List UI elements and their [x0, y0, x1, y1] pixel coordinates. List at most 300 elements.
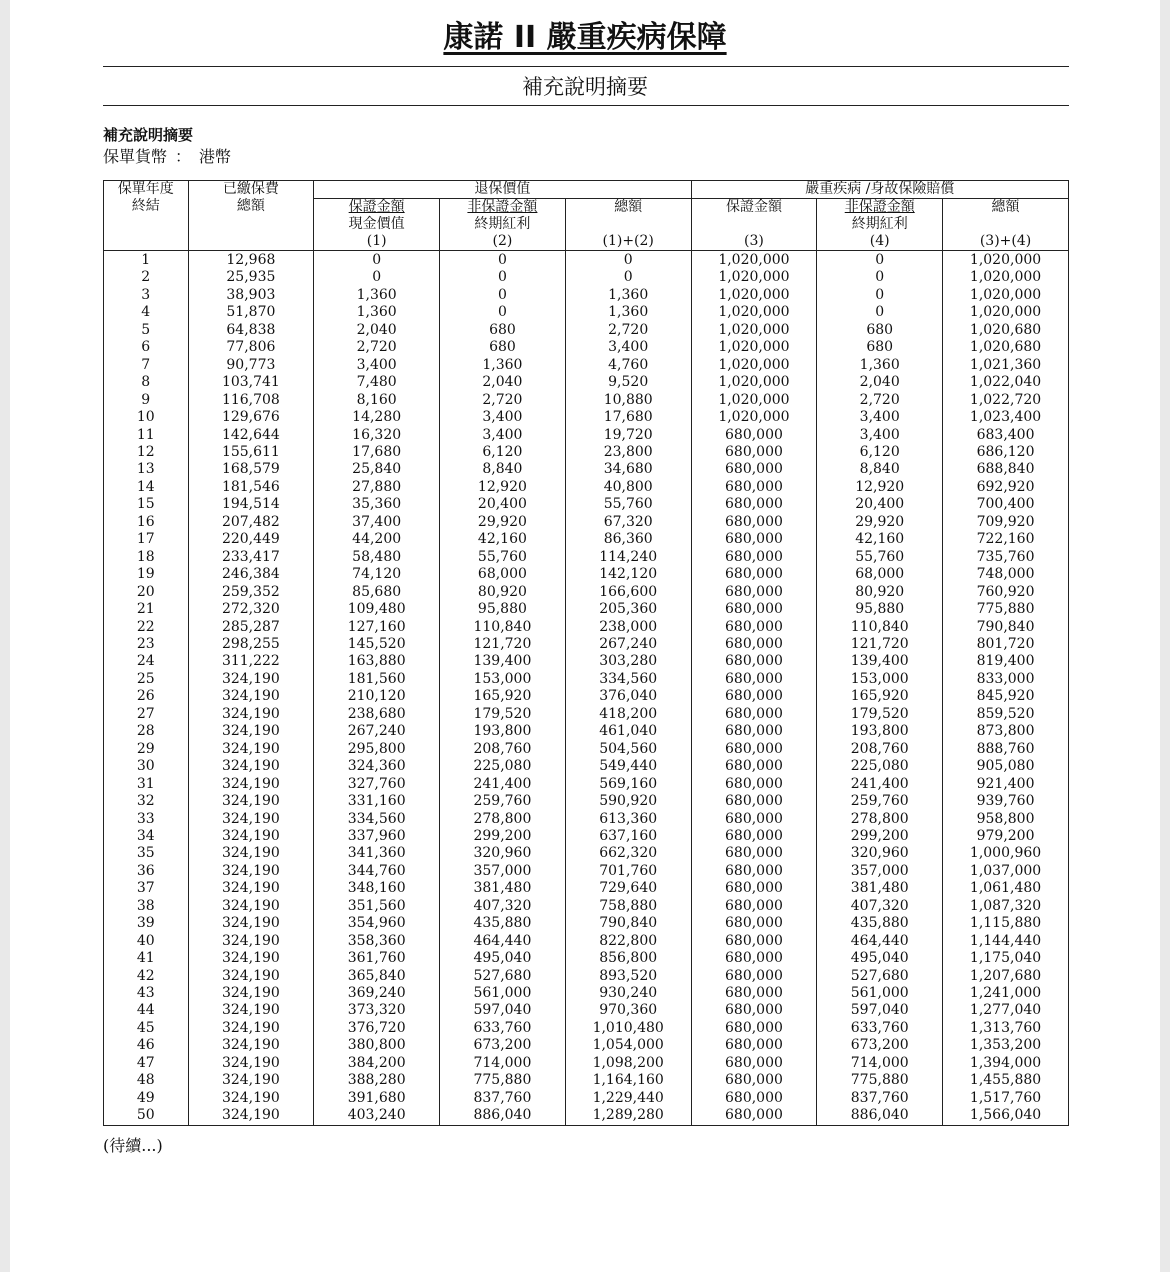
table-header [104, 181, 1069, 251]
table-cell: 142,120 [565, 566, 691, 583]
table-cell: 121,720 [440, 636, 566, 653]
table-row [104, 461, 1069, 478]
table-row [104, 828, 1069, 845]
table-cell: 495,040 [817, 950, 943, 967]
table-row [104, 706, 1069, 723]
header-death-benefit-group: 嚴重疾病 /身故保險賠償 [691, 181, 1068, 199]
table-row [104, 811, 1069, 828]
table-cell: 139,400 [440, 653, 566, 670]
table-cell: 692,920 [943, 479, 1069, 496]
table-cell: 4,760 [565, 357, 691, 374]
header-col-index-1-2: (1)+(2) [565, 233, 691, 251]
table-cell: 67,320 [565, 514, 691, 531]
table-cell: 1,021,360 [943, 357, 1069, 374]
table-cell: 4 [141, 304, 151, 321]
table-cell: 680,000 [691, 985, 817, 1002]
table-cell: 324,190 [188, 1037, 314, 1054]
table-cell: 680,000 [691, 688, 817, 705]
table-cell: 2,720 [817, 392, 943, 409]
table-cell: 819,400 [943, 653, 1069, 670]
section-heading: 補充說明摘要 [103, 126, 194, 144]
table-cell: 116,708 [188, 392, 314, 409]
table-cell: 55,760 [817, 549, 943, 566]
table-cell: 1,020,000 [691, 392, 817, 409]
table-cell: 673,200 [817, 1037, 943, 1054]
table-cell: 16 [136, 513, 155, 530]
table-cell: 272,320 [188, 601, 314, 618]
table-cell: 680,000 [691, 741, 817, 758]
header-surrender-guaranteed: 保證金額 [314, 199, 440, 217]
table-cell: 110,840 [440, 619, 566, 636]
table-row [104, 479, 1069, 496]
table-cell: 637,160 [565, 828, 691, 845]
table-cell: 1,087,320 [943, 898, 1069, 915]
table-cell: 714,000 [440, 1055, 566, 1072]
table-cell: 3,400 [314, 357, 440, 374]
table-cell: 341,360 [314, 845, 440, 862]
table-cell: 153,000 [440, 671, 566, 688]
table-cell: 267,240 [565, 636, 691, 653]
table-cell: 0 [440, 269, 566, 286]
table-cell: 373,320 [314, 1002, 440, 1019]
table-cell: 31 [136, 775, 155, 792]
table-cell: 561,000 [817, 985, 943, 1002]
table-cell: 259,760 [817, 793, 943, 810]
table-cell: 324,190 [188, 1107, 314, 1125]
table-cell: 5 [141, 321, 151, 338]
table-cell: 680,000 [691, 776, 817, 793]
table-cell: 20,400 [817, 496, 943, 513]
document-title: 康諾 II 嚴重疾病保障 [443, 20, 727, 55]
header-col-index-1: (1) [314, 233, 440, 251]
table-cell: 403,240 [314, 1107, 440, 1125]
table-cell: 17,680 [565, 409, 691, 426]
table-row [104, 863, 1069, 880]
table-cell: 1,360 [314, 304, 440, 321]
table-cell: 1,020,000 [691, 322, 817, 339]
table-row [104, 793, 1069, 810]
table-cell: 886,040 [817, 1107, 943, 1125]
table-cell: 36 [136, 862, 155, 879]
table-cell: 365,840 [314, 968, 440, 985]
table-cell: 39 [136, 915, 155, 932]
table-cell: 29 [136, 740, 155, 757]
table-cell: 1,360 [565, 287, 691, 304]
table-cell: 790,840 [943, 619, 1069, 636]
continued-note: (待續...) [103, 1136, 163, 1155]
table-cell: 103,741 [188, 374, 314, 391]
table-cell: 888,760 [943, 741, 1069, 758]
header-col-index-3: (3) [691, 233, 817, 251]
table-cell: 680,000 [691, 898, 817, 915]
table-cell: 1,360 [314, 287, 440, 304]
table-cell: 285,287 [188, 619, 314, 636]
table-cell: 12,968 [188, 251, 314, 270]
table-row [104, 880, 1069, 897]
table-cell: 348,160 [314, 880, 440, 897]
document-subtitle: 補充說明摘要 [522, 75, 648, 99]
table-cell: 12,920 [440, 479, 566, 496]
currency-value: 港幣 [199, 147, 232, 166]
table-cell: 590,920 [565, 793, 691, 810]
table-cell: 748,000 [943, 566, 1069, 583]
table-cell: 233,417 [188, 549, 314, 566]
header-terminal-bonus: 終期紅利 [440, 216, 566, 233]
table-cell: 155,611 [188, 444, 314, 461]
table-cell: 680,000 [691, 619, 817, 636]
table-cell: 358,360 [314, 933, 440, 950]
table-cell: 1,020,680 [943, 322, 1069, 339]
table-cell: 633,760 [817, 1020, 943, 1037]
table-cell: 527,680 [817, 968, 943, 985]
table-cell: 29,920 [817, 514, 943, 531]
table-cell: 34 [136, 827, 155, 844]
table-cell: 683,400 [943, 427, 1069, 444]
table-cell: 114,240 [565, 549, 691, 566]
title-rule-top [103, 66, 1069, 67]
table-cell: 0 [817, 287, 943, 304]
table-cell: 241,400 [817, 776, 943, 793]
table-cell: 278,800 [440, 811, 566, 828]
table-row [104, 427, 1069, 444]
table-row [104, 671, 1069, 688]
table-cell: 790,840 [565, 915, 691, 932]
table-cell: 680,000 [691, 968, 817, 985]
header-col-index-4: (4) [817, 233, 943, 251]
table-cell: 324,190 [188, 898, 314, 915]
table-cell: 18 [136, 548, 155, 565]
table-cell: 44,200 [314, 531, 440, 548]
table-cell: 680,000 [691, 636, 817, 653]
table-cell: 10 [136, 409, 155, 426]
table-cell: 17,680 [314, 444, 440, 461]
table-cell: 85,680 [314, 584, 440, 601]
table-cell: 1,023,400 [943, 409, 1069, 426]
table-cell: 33 [136, 810, 155, 827]
table-cell: 38,903 [188, 287, 314, 304]
table-cell: 1,022,720 [943, 392, 1069, 409]
table-cell: 55,760 [565, 496, 691, 513]
table-cell: 1,020,000 [691, 251, 817, 270]
table-cell: 930,240 [565, 985, 691, 1002]
table-row [104, 584, 1069, 601]
table-cell: 1,207,680 [943, 968, 1069, 985]
table-cell: 324,190 [188, 880, 314, 897]
table-cell: 958,800 [943, 811, 1069, 828]
table-cell: 50 [104, 1107, 189, 1125]
table-cell: 939,760 [943, 793, 1069, 810]
header-surrender-value-group: 退保價值 [314, 181, 691, 199]
table-cell: 680,000 [691, 880, 817, 897]
table-cell: 775,880 [943, 601, 1069, 618]
table-cell: 1,360 [817, 357, 943, 374]
table-cell: 680,000 [691, 1037, 817, 1054]
table-cell: 495,040 [440, 950, 566, 967]
table-cell: 42 [136, 967, 155, 984]
table-cell: 680,000 [691, 427, 817, 444]
table-cell: 1,020,000 [943, 269, 1069, 286]
table-cell: 21 [136, 601, 155, 618]
table-cell: 324,190 [188, 1002, 314, 1019]
table-cell: 549,440 [565, 758, 691, 775]
table-cell: 1,061,480 [943, 880, 1069, 897]
title-rule-bottom [103, 105, 1069, 106]
table-row [104, 985, 1069, 1002]
table-cell: 1,164,160 [565, 1072, 691, 1089]
table-cell: 139,400 [817, 653, 943, 670]
table-cell: 0 [817, 251, 943, 270]
table-cell: 324,190 [188, 1055, 314, 1072]
table-cell: 680 [817, 322, 943, 339]
table-cell: 1,020,000 [691, 339, 817, 356]
table-cell: 80,920 [440, 584, 566, 601]
table-row [104, 339, 1069, 356]
table-row [104, 845, 1069, 862]
table-cell: 680,000 [691, 444, 817, 461]
table-row [104, 723, 1069, 740]
table-cell: 833,000 [943, 671, 1069, 688]
table-row [104, 251, 1069, 270]
table-row [104, 1107, 1069, 1125]
table-cell: 205,360 [565, 601, 691, 618]
table-cell: 193,800 [440, 723, 566, 740]
table-cell: 163,880 [314, 653, 440, 670]
table-cell: 42,160 [440, 531, 566, 548]
table-row [104, 514, 1069, 531]
table-cell: 225,080 [817, 758, 943, 775]
table-cell: 6,120 [440, 444, 566, 461]
table-cell: 27 [136, 705, 155, 722]
table-cell: 354,960 [314, 915, 440, 932]
table-cell: 324,190 [188, 671, 314, 688]
table-cell: 12 [136, 443, 155, 460]
table-cell: 34,680 [565, 461, 691, 478]
table-cell: 324,190 [188, 915, 314, 932]
header-total-premium-paid: 已繳保費 總額 [188, 181, 314, 251]
table-cell: 680,000 [691, 706, 817, 723]
table-cell: 324,190 [188, 1072, 314, 1089]
table-cell: 893,520 [565, 968, 691, 985]
table-cell: 55,760 [440, 549, 566, 566]
table-cell: 320,960 [817, 845, 943, 862]
header-surrender-total: 總額 [565, 199, 691, 234]
table-cell: 970,360 [565, 1002, 691, 1019]
table-cell: 3,400 [817, 427, 943, 444]
header-cash-value: 現金價值 [314, 216, 440, 233]
table-cell: 259,352 [188, 584, 314, 601]
table-cell: 680,000 [691, 933, 817, 950]
table-cell: 1,020,000 [691, 409, 817, 426]
table-cell: 35 [136, 845, 155, 862]
table-cell: 95,880 [440, 601, 566, 618]
table-cell: 729,640 [565, 880, 691, 897]
table-cell: 324,190 [188, 985, 314, 1002]
table-cell: 311,222 [188, 653, 314, 670]
table-cell: 381,480 [817, 880, 943, 897]
table-cell: 680,000 [691, 758, 817, 775]
table-cell: 24 [136, 653, 155, 670]
table-cell: 19 [136, 566, 155, 583]
table-cell: 1,277,040 [943, 1002, 1069, 1019]
table-cell: 775,880 [817, 1072, 943, 1089]
table-cell: 298,255 [188, 636, 314, 653]
table-cell: 822,800 [565, 933, 691, 950]
table-cell: 380,800 [314, 1037, 440, 1054]
table-row [104, 636, 1069, 653]
table-cell: 680,000 [691, 601, 817, 618]
table-cell: 10,880 [565, 392, 691, 409]
table-cell: 25,840 [314, 461, 440, 478]
table-cell: 27,880 [314, 479, 440, 496]
table-cell: 324,190 [188, 828, 314, 845]
table-cell: 324,190 [188, 776, 314, 793]
table-cell: 324,360 [314, 758, 440, 775]
table-cell: 680,000 [691, 1055, 817, 1072]
table-cell: 324,190 [188, 933, 314, 950]
table-cell: 384,200 [314, 1055, 440, 1072]
table-row [104, 1002, 1069, 1019]
table-cell: 0 [314, 269, 440, 286]
table-row [104, 653, 1069, 670]
table-cell: 6,120 [817, 444, 943, 461]
table-row [104, 287, 1069, 304]
table-cell: 8 [141, 374, 151, 391]
table-cell: 324,190 [188, 968, 314, 985]
table-cell: 58,480 [314, 549, 440, 566]
table-cell: 680,000 [691, 496, 817, 513]
table-cell: 49 [136, 1089, 155, 1106]
table-cell: 418,200 [565, 706, 691, 723]
table-cell: 680 [440, 322, 566, 339]
table-cell: 464,440 [440, 933, 566, 950]
table-cell: 20,400 [440, 496, 566, 513]
table-cell: 0 [440, 251, 566, 270]
table-cell: 74,120 [314, 566, 440, 583]
table-cell: 357,000 [440, 863, 566, 880]
table-cell: 303,280 [565, 653, 691, 670]
table-row [104, 409, 1069, 426]
table-cell: 324,190 [188, 811, 314, 828]
table-cell: 165,920 [440, 688, 566, 705]
table-cell: 680,000 [691, 950, 817, 967]
table-cell: 14,280 [314, 409, 440, 426]
table-row [104, 968, 1069, 985]
table-cell: 14 [136, 478, 155, 495]
table-cell: 324,190 [188, 845, 314, 862]
table-cell: 165,920 [817, 688, 943, 705]
table-cell: 1,229,440 [565, 1090, 691, 1107]
table-cell: 407,320 [817, 898, 943, 915]
document-page [10, 0, 1160, 1272]
table-cell: 859,520 [943, 706, 1069, 723]
table-cell: 0 [440, 304, 566, 321]
table-cell: 407,320 [440, 898, 566, 915]
table-cell: 179,520 [440, 706, 566, 723]
table-cell: 1,455,880 [943, 1072, 1069, 1089]
table-cell: 1,020,000 [691, 374, 817, 391]
table-cell: 1,566,040 [943, 1107, 1069, 1125]
table-cell: 324,190 [188, 741, 314, 758]
table-row [104, 1090, 1069, 1107]
table-cell: 109,480 [314, 601, 440, 618]
table-cell: 3,400 [565, 339, 691, 356]
table-cell: 210,120 [314, 688, 440, 705]
table-cell: 142,644 [188, 427, 314, 444]
table-cell: 700,400 [943, 496, 1069, 513]
table-cell: 1,289,280 [565, 1107, 691, 1125]
table-cell: 8,160 [314, 392, 440, 409]
table-cell: 324,190 [188, 793, 314, 810]
table-cell: 435,880 [817, 915, 943, 932]
table-cell: 376,040 [565, 688, 691, 705]
table-cell: 0 [565, 269, 691, 286]
table-cell: 25 [136, 670, 155, 687]
table-row [104, 1037, 1069, 1054]
table-cell: 709,920 [943, 514, 1069, 531]
table-cell: 1,020,000 [691, 357, 817, 374]
table-cell: 760,920 [943, 584, 1069, 601]
table-row [104, 741, 1069, 758]
table-cell: 80,920 [817, 584, 943, 601]
table-cell: 680 [817, 339, 943, 356]
table-cell: 680,000 [691, 461, 817, 478]
table-cell: 44 [136, 1002, 155, 1019]
table-cell: 166,600 [565, 584, 691, 601]
table-cell: 3,400 [440, 427, 566, 444]
table-cell: 3 [141, 286, 151, 303]
table-cell: 23 [136, 635, 155, 652]
table-cell: 1,144,440 [943, 933, 1069, 950]
table-row [104, 601, 1069, 618]
table-cell: 43 [136, 985, 155, 1002]
table-cell: 435,880 [440, 915, 566, 932]
table-cell: 873,800 [943, 723, 1069, 740]
table-cell: 886,040 [440, 1107, 566, 1125]
table-cell: 680,000 [691, 811, 817, 828]
table-cell: 267,240 [314, 723, 440, 740]
table-cell: 680,000 [691, 479, 817, 496]
table-cell: 3,400 [817, 409, 943, 426]
table-cell: 95,880 [817, 601, 943, 618]
table-cell: 225,080 [440, 758, 566, 775]
table-cell: 680,000 [691, 584, 817, 601]
table-row [104, 322, 1069, 339]
table-cell: 2,720 [440, 392, 566, 409]
table-cell: 324,190 [188, 706, 314, 723]
table-cell: 1 [141, 252, 151, 268]
table-cell: 837,760 [440, 1090, 566, 1107]
table-cell: 680,000 [691, 566, 817, 583]
table-cell: 1,020,000 [943, 251, 1069, 270]
table-cell: 324,190 [188, 1090, 314, 1107]
table-cell: 40 [136, 932, 155, 949]
table-cell: 662,320 [565, 845, 691, 862]
table-cell: 278,800 [817, 811, 943, 828]
table-cell: 680,000 [691, 1090, 817, 1107]
table-cell: 680,000 [691, 1020, 817, 1037]
table-cell: 193,800 [817, 723, 943, 740]
table-cell: 921,400 [943, 776, 1069, 793]
table-cell: 1,020,680 [943, 339, 1069, 356]
table-cell: 334,560 [314, 811, 440, 828]
table-cell: 2,040 [440, 374, 566, 391]
table-cell: 299,200 [817, 828, 943, 845]
table-cell: 701,760 [565, 863, 691, 880]
table-cell: 16,320 [314, 427, 440, 444]
table-cell: 735,760 [943, 549, 1069, 566]
table-cell: 680,000 [691, 845, 817, 862]
table-cell: 381,480 [440, 880, 566, 897]
